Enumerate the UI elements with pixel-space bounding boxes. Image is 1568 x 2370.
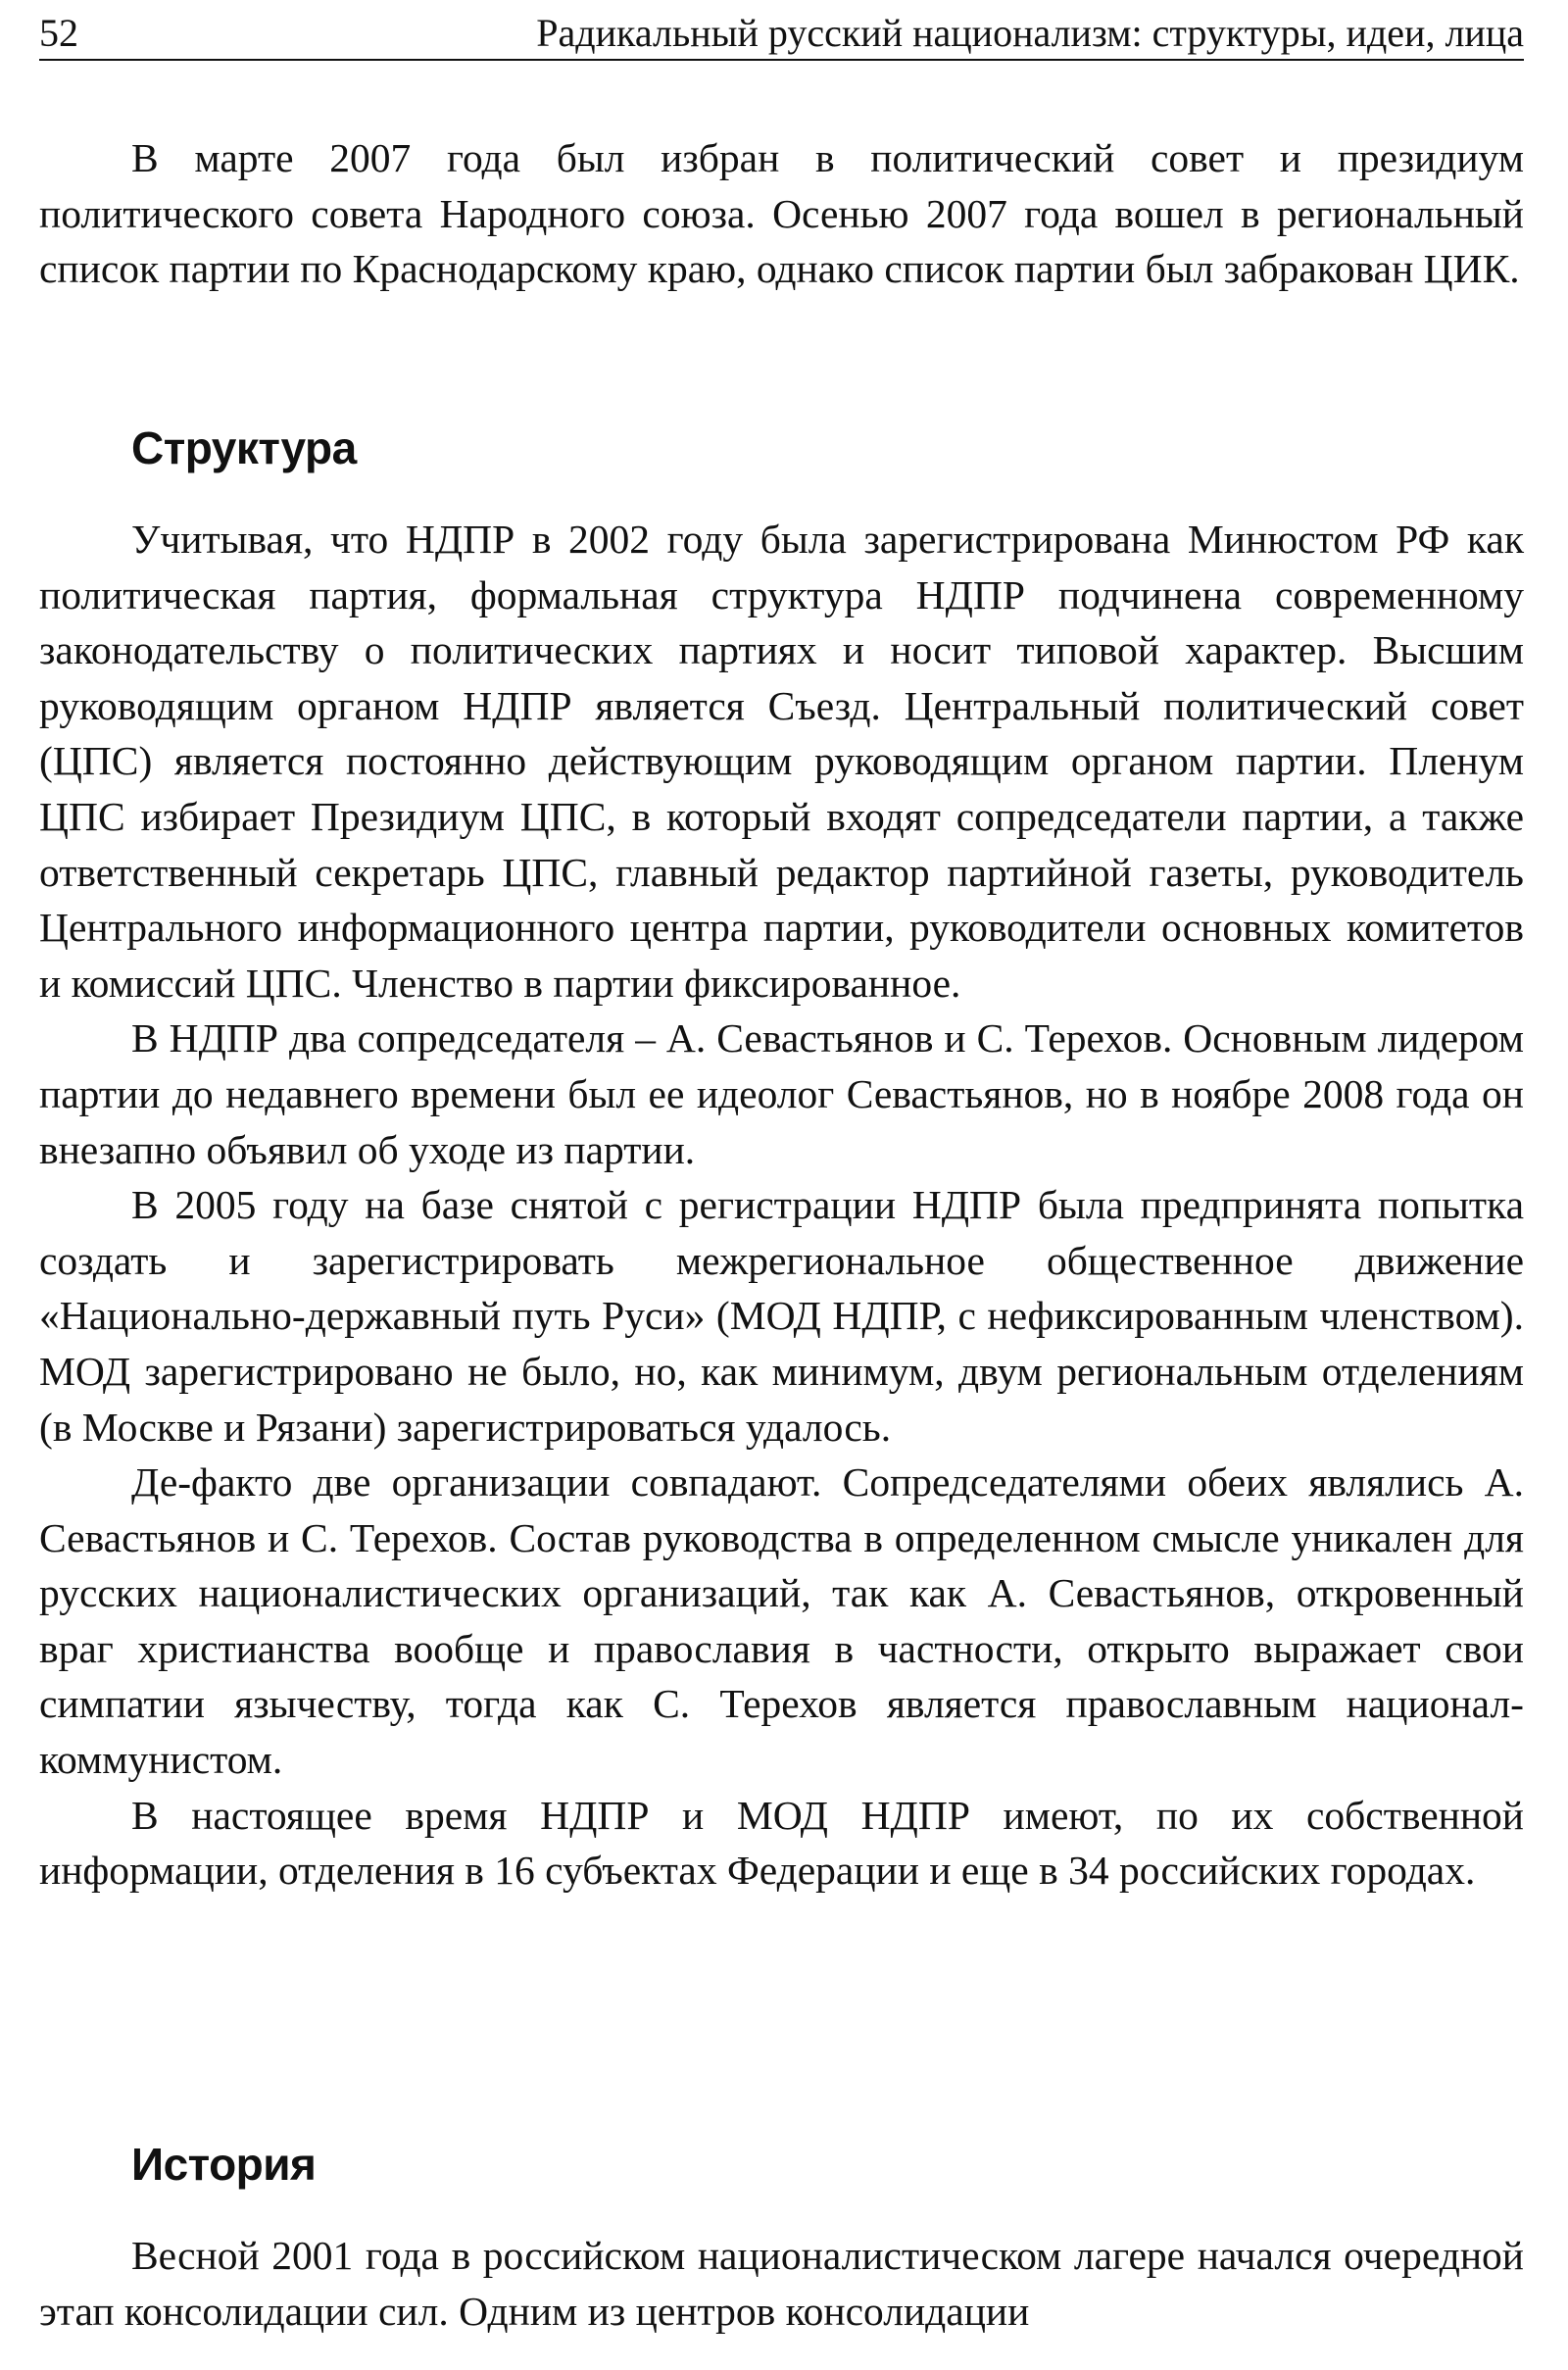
running-header: [39, 8, 1524, 61]
intro-block: [39, 130, 1524, 297]
paragraph: Учитывая, что НДПР в 2002 году была зарегистрирована Минюстом РФ как политическая партия, формальная структура НДПР подчинена современному законодательству о политических партиях и носит типовой характер. Высшим руководящим органом НДПР является Съезд. Центральный политический совет (ЦПС) является постоянно действующим руководящим органом партии. Пленум ЦПС избирает Президиум ЦПС, в который входят сопредседатели партии, а также ответственный секретарь ЦПС, главный редактор партийной газеты, руководитель Центрального информационного центра партии, руководители основных комитетов и комиссий ЦПС. Членство в партии фиксированное.: [39, 517, 1524, 1006]
section-body-structure: [39, 512, 1524, 1899]
section-heading-history: История: [131, 2139, 317, 2190]
paragraph: Весной 2001 года в российском националистическом лагере начался очередной этап консолидации сил. Одним из центров консолидации: [39, 2233, 1524, 2334]
paragraph: В марте 2007 года был избран в политический совет и президиум политического совета Народного союза. Осенью 2007 года вошел в региональный список партии по Краснодарскому краю, однако список партии был забракован ЦИК.: [39, 135, 1524, 292]
page-number: 52: [39, 11, 78, 55]
running-title: Радикальный русский национализм: структуры, идеи, лица: [536, 11, 1524, 55]
paragraph: В 2005 году на базе снятой с регистрации НДПР была предпринята попытка создать и зарегистрировать межрегиональное общественное движение «Национально-державный путь Руси» (МОД НДПР, с нефиксированным членством). МОД зарегистрировано не было, но, как минимум, двум региональным отделениям (в Москве и Рязани) зарегистрироваться удалось.: [39, 1182, 1524, 1450]
paragraph: В настоящее время НДПР и МОД НДПР имеют, по их собственной информации, отделения в 16 субъектах Федерации и еще в 34 российских городах.: [39, 1792, 1524, 1894]
section-body-history: [39, 2228, 1524, 2339]
paragraph: Де-факто две организации совпадают. Сопредседателями обеих являлись А. Севастьянов и С. Терехов. Состав руководства в определенном смысле уникален для русских националистических организаций, так как А. Севастьянов, откровенный враг христианства вообще и православия в частности, открыто выражает свои симпатии язычеству, тогда как С. Терехов является православным национал-коммунистом.: [39, 1459, 1524, 1783]
paragraph: В НДПР два сопредседателя – А. Севастьянов и С. Терехов. Основным лидером партии до недавнего времени был ее идеолог Севастьянов, но в ноябре 2008 года он внезапно объявил об уходе из партии.: [39, 1015, 1524, 1172]
section-heading-structure: Структура: [131, 422, 357, 473]
